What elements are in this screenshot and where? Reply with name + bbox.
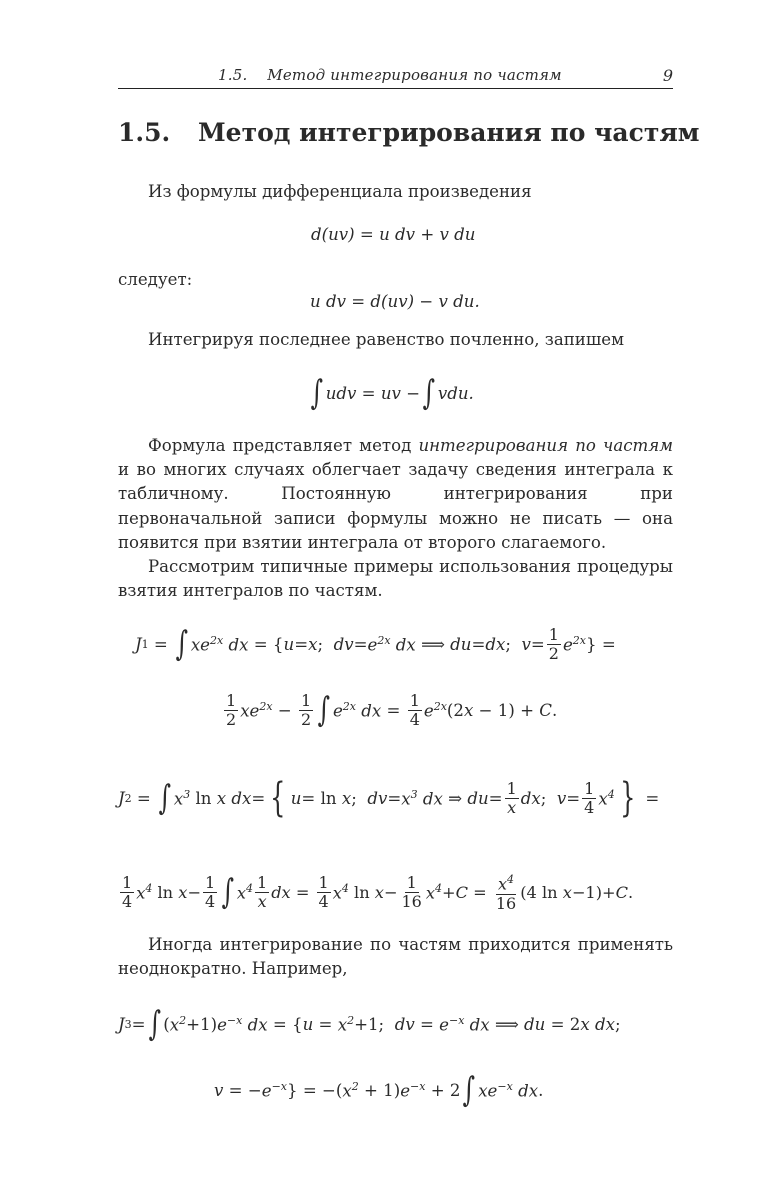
integral-sign: ∫	[422, 373, 436, 413]
integral-sign: ∫	[148, 1004, 161, 1044]
formula-j2-line1: J 2 = ∫ $x^3$ ln x dx = { u = ln x ; dv = $x^3$ dx ⇒ du = $\frac{1}{x}$ dx ; v = $\frac{1}{4}$ $x^4$ } =	[118, 775, 660, 821]
section-title-text: Метод интегрирования по частям	[198, 118, 700, 147]
integral-sign: ∫	[175, 624, 189, 664]
left-brace: {	[270, 775, 286, 821]
paragraph-4: Формула представляет метод интегрирования по частям и во многих случаях облегчает задачу сведения интеграла к табличному. Постоянную интегрирования при первоначальной записи формулы можно не писать — она появится при взятии интеграла от второго слагаемого.	[118, 436, 673, 552]
formula-j3-line1: J 3 = ∫ ( $x^2$ +1) $e^{-x}$ dx = { u = $x^2$ +1; dv = $e^{-x}$ dx ⟹ du = 2 x dx ;	[118, 1004, 621, 1044]
paragraph-2: следует:	[118, 270, 193, 289]
paragraph-1: Из формулы дифференциала произведения	[148, 182, 532, 201]
right-brace: }	[619, 775, 636, 821]
formula-integration-by-parts: ∫ udv = uv − ∫ vdu.	[310, 373, 474, 413]
emphasis-term: интегрирования по частям	[418, 436, 673, 455]
formula-product-differential: d(uv) = u dv + v du	[311, 225, 476, 244]
formula-udv: u dv = d(uv) − v du.	[310, 292, 480, 311]
formula-j1-line1: J 1 = ∫ $xe^{2x}$ dx = { u = x ; dv = $e^{2x}$ dx ⟹ du = dx ; v = $\frac{1}{2}$ $e^{2x}$ } =	[135, 624, 616, 664]
running-head	[118, 64, 673, 89]
section-title	[118, 118, 700, 147]
integral-sign: ∫	[463, 1070, 476, 1110]
formula-j2-line2: $\frac{1}{4}$ $x^4$ ln x − $\frac{1}{4}$ ∫ $x^4$ $\frac{1}{x}$ dx = $\frac{1}{4}$ $x^4$ ln x − $\frac{1}{16}$ $x^4$ + C = $\frac{x^4}{16}$ (4 ln x −1)+ C .	[122, 872, 634, 913]
running-head-title: 1.5. Метод интегрирования по частям	[218, 66, 562, 84]
section-number: 1.5.	[118, 118, 171, 147]
paragraph-3: Интегрируя последнее равенство почленно, запишем	[148, 330, 625, 349]
integral-sign: ∫	[221, 872, 235, 912]
page-number: 9	[662, 66, 673, 85]
formula-j1-line2: $\frac{1}{2}$ $xe^{2x}$ − $\frac{1}{2}$ ∫ $e^{2x}$ dx = $\frac{1}{4}$ $e^{2x}$ (2 x − 1) + C .	[226, 690, 558, 730]
integral-sign: ∫	[310, 373, 324, 413]
integral-sign: ∫	[317, 690, 331, 730]
paragraph-5: Рассмотрим типичные примеры использования процедуры взятия интегралов по частям.	[118, 557, 673, 601]
paragraph-6: Иногда интегрирование по частям приходится применять неоднократно. Например,	[118, 935, 673, 979]
integral-sign: ∫	[158, 778, 172, 818]
formula-j3-line2: v = − $e^{-x}$ } = −( $x^2$ + 1) $e^{-x}$ + 2 ∫ $xe^{-x}$ dx .	[214, 1070, 544, 1110]
